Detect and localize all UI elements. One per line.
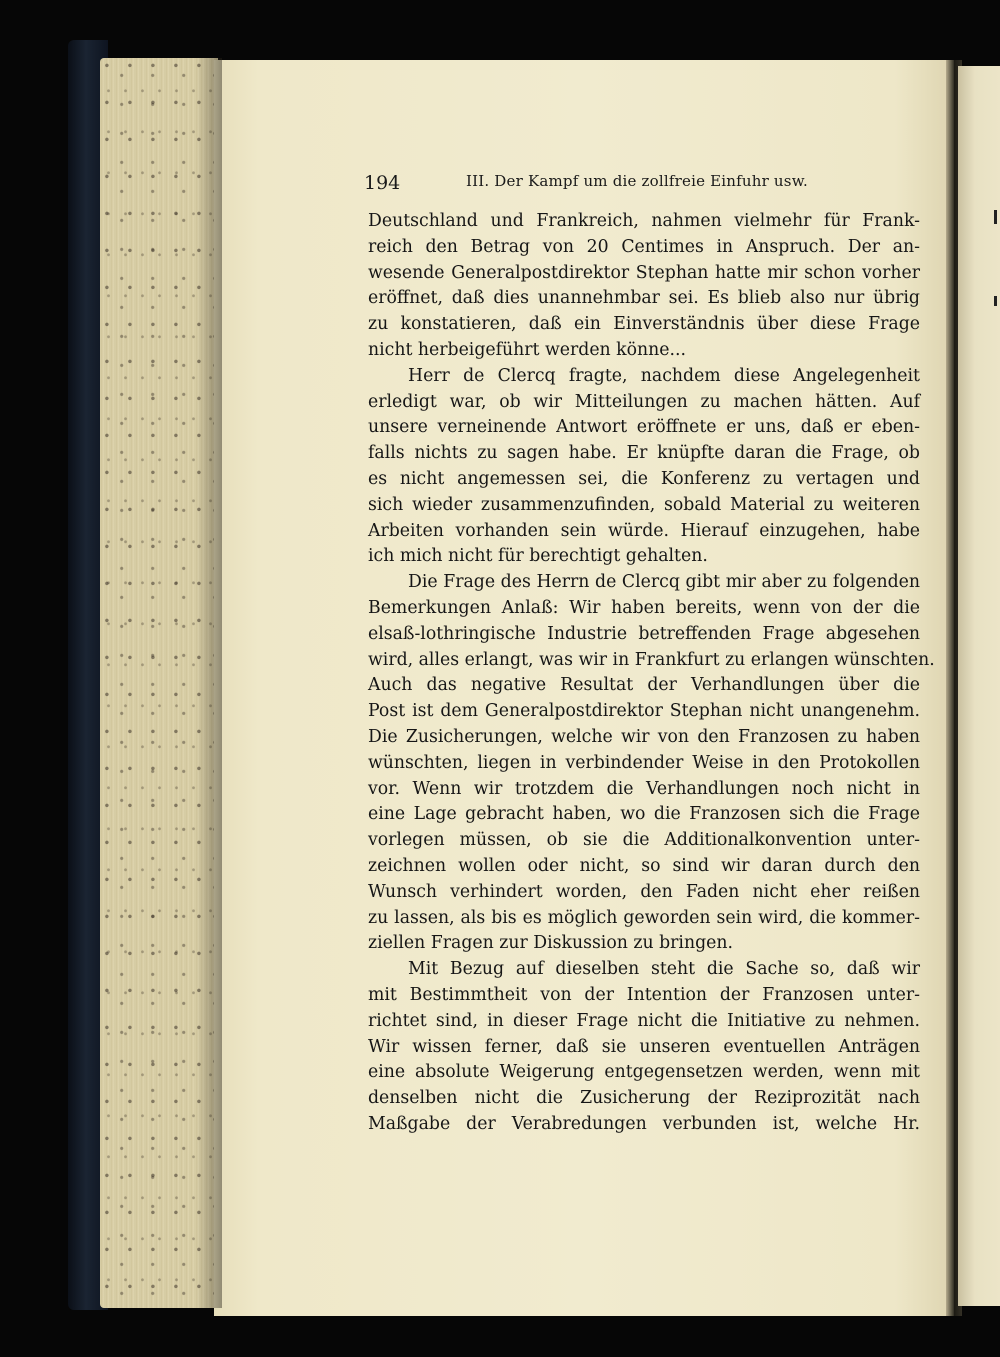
text-line: wünschten, liegen in verbindender Weise in den Protokollen [368,752,920,773]
text-line: Die Zusicherungen, welche wir von den Franzosen zu haben [368,726,920,747]
text-line: Auch das negative Resultat der Verhandlungen über die [368,675,920,696]
text-line: Maßgabe der Verabredungen verbunden ist, welche Hr. [368,1113,920,1134]
text-line: es nicht angemessen sei, die Konferenz zu vertagen und [368,468,920,489]
page-number: 194 [364,172,401,194]
facing-page [958,66,1000,1306]
text-line: Deutschland und Frankreich, nahmen vielmehr für Frank- [368,211,920,231]
text-line: vorlegen müssen, ob sie die Additionalkonvention unter- [368,830,920,851]
text-line: zu lassen, als bis es möglich geworden sein wird, die kommer- [368,907,920,928]
text-line: ich mich nicht für berechtigt gehalten. [368,546,708,567]
text-line: zu konstatieren, daß ein Einverständnis über diese Frage [368,314,920,335]
text-line: denselben nicht die Zusicherung der Reziprozität nach [368,1088,920,1109]
text-line: eine Lage gebracht haben, wo die Franzosen sich die Frage [368,804,920,825]
text-line: eröffnet, daß dies unannehmbar sei. Es blieb also nur übrig [368,288,920,309]
page-edge-shadow [196,58,222,1308]
text-line: ziellen Fragen zur Diskussion zu bringen. [368,933,733,954]
text-line: unsere verneinende Antwort eröffnete er uns, daß er eben- [368,417,920,438]
text-line: erledigt war, ob wir Mitteilungen zu machen hätten. Auf [368,391,920,412]
text-line: Bemerkungen Anlaß: Wir haben bereits, wenn von der die [368,597,920,618]
text-line: Die Frage des Herrn de Clercq gibt mir aber zu folgenden [408,572,920,593]
page-header [364,168,924,198]
facing-page-mark [994,296,997,306]
running-title: III. Der Kampf um die zollfreie Einfuhr usw. [466,172,808,190]
text-line: elsaß-lothringische Industrie betreffenden Frage abgesehen [368,623,920,644]
text-line: sich wieder zusammenzufinden, sobald Material zu weiteren [368,494,920,515]
text-line: reich den Betrag von 20 Centimes in Anspruch. Der an- [368,236,920,257]
text-line: richtet sind, in dieser Frage nicht die Initiative zu nehmen. [368,1010,920,1031]
text-line: nicht herbeigeführt werden könne... [368,339,687,360]
text-line: Mit Bezug auf dieselben steht die Sache so, daß wir [408,959,920,980]
facing-page-mark [994,210,997,224]
text-line: Herr de Clercq fragte, nachdem diese Angelegenheit [408,365,920,386]
text-line: mit Bestimmtheit von der Intention der Franzosen unter- [368,984,920,1005]
body-text [368,209,935,1138]
text-line: wird, alles erlangt, was wir in Frankfurt zu erlangen wünschten. [368,649,935,670]
text-line: eine absolute Weigerung entgegensetzen werden, wenn mit [368,1062,920,1083]
text-line: falls nichts zu sagen habe. Er knüpfte daran die Frage, ob [368,443,920,464]
text-line: vor. Wenn wir trotzdem die Verhandlungen noch nicht in [368,778,920,799]
text-line: wesende Generalpostdirektor Stephan hatte mir schon vorher [368,262,920,283]
text-line: Post ist dem Generalpostdirektor Stephan nicht unangenehm. [368,701,920,722]
text-line: Wir wissen ferner, daß sie unseren eventuellen Anträgen [368,1036,920,1057]
text-line: Wunsch verhindert worden, den Faden nicht eher reißen [368,881,920,902]
text-line: Arbeiten vorhanden sein würde. Hierauf einzugehen, habe [368,520,920,541]
text-line: zeichnen wollen oder nicht, so sind wir daran durch den [368,855,920,876]
